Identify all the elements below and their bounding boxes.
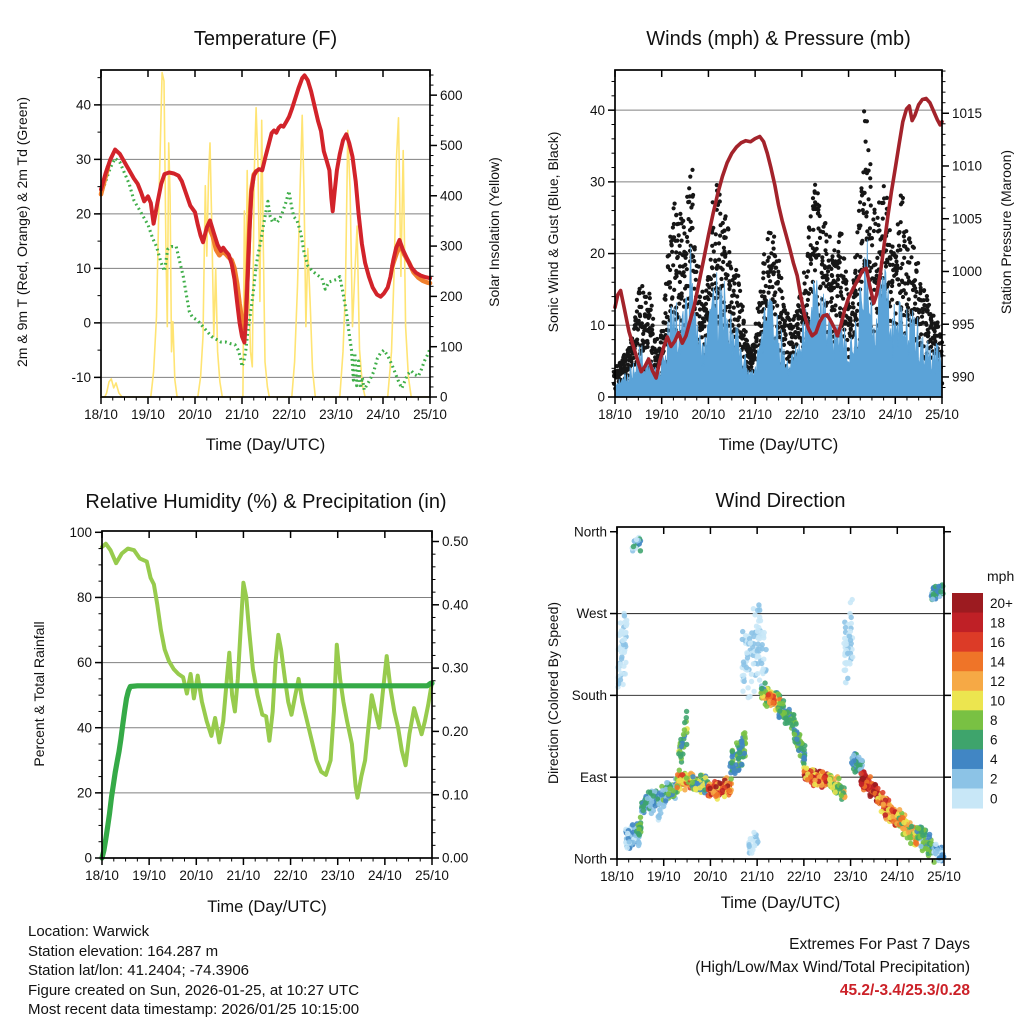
direction-xaxis-label: Time (Day/UTC) xyxy=(720,894,841,912)
extremes-heading: Extremes For Past 7 Days xyxy=(789,936,970,953)
svg-text:21/10: 21/10 xyxy=(226,868,261,883)
svg-text:0: 0 xyxy=(597,389,605,405)
solar-insolation xyxy=(101,73,430,398)
direction-left-axis-label: Direction (Colored By Speed) xyxy=(545,601,561,785)
svg-text:30: 30 xyxy=(589,174,605,190)
svg-text:22/10: 22/10 xyxy=(273,868,308,883)
svg-text:4: 4 xyxy=(990,752,998,768)
svg-text:0: 0 xyxy=(83,315,91,331)
temperature-f- xyxy=(71,70,462,422)
svg-text:0: 0 xyxy=(990,791,998,807)
wind-direction-title: Wind Direction xyxy=(715,490,846,512)
extremes-block xyxy=(695,933,970,1002)
svg-text:19/10: 19/10 xyxy=(644,407,679,422)
svg-text:80: 80 xyxy=(76,590,92,606)
temperature-chart xyxy=(0,0,512,465)
winds-pressure-chart xyxy=(512,0,1024,465)
svg-text:1005: 1005 xyxy=(952,211,983,227)
temp-2m xyxy=(101,75,430,342)
svg-text:21/10: 21/10 xyxy=(225,407,259,422)
svg-text:24/10: 24/10 xyxy=(880,869,915,884)
svg-text:West: West xyxy=(576,606,607,622)
svg-text:500: 500 xyxy=(440,138,463,154)
svg-text:1015: 1015 xyxy=(952,105,983,121)
figure-created: Figure created on Sun, 2026-01-25, at 10:27 UTC xyxy=(28,981,360,999)
winds-pressure-panel xyxy=(512,0,1024,465)
svg-text:995: 995 xyxy=(952,316,975,332)
humidity-precip-title: Relative Humidity (%) & Precipitation (in) xyxy=(85,491,447,513)
relative-humidity xyxy=(102,544,432,798)
svg-text:0.10: 0.10 xyxy=(442,787,469,803)
humidity-xaxis-label: Time (Day/UTC) xyxy=(207,898,327,916)
svg-text:25/10: 25/10 xyxy=(415,868,449,883)
wind-direction xyxy=(572,524,961,884)
svg-text:0: 0 xyxy=(84,850,92,866)
svg-text:400: 400 xyxy=(440,188,463,204)
svg-text:20: 20 xyxy=(76,785,92,801)
station-location: Location: Warwick xyxy=(28,923,150,940)
humidity-precip-chart xyxy=(0,480,512,920)
svg-text:2: 2 xyxy=(990,771,998,787)
svg-text:18/10: 18/10 xyxy=(598,407,632,422)
svg-text:12: 12 xyxy=(990,673,1006,689)
temperature-left-axis-label: 2m & 9m T (Red, Orange) & 2m Td (Green) xyxy=(14,97,30,367)
svg-text:22/10: 22/10 xyxy=(272,407,306,422)
temperature-title: Temperature (F) xyxy=(193,28,338,50)
wind-direction-chart xyxy=(512,480,1024,920)
svg-text:North: North xyxy=(573,524,607,540)
svg-text:14: 14 xyxy=(990,654,1006,670)
svg-text:23/10: 23/10 xyxy=(833,869,868,884)
svg-text:19/10: 19/10 xyxy=(646,869,681,884)
svg-text:25/10: 25/10 xyxy=(927,869,961,884)
svg-text:20/10: 20/10 xyxy=(179,868,214,883)
svg-text:22/10: 22/10 xyxy=(784,407,819,422)
temperature-panel xyxy=(0,0,512,465)
svg-text:22/10: 22/10 xyxy=(786,869,821,884)
station-elevation: Station elevation: 164.287 m xyxy=(28,942,219,960)
svg-text:-10: -10 xyxy=(71,369,91,385)
svg-text:20+: 20+ xyxy=(990,595,1013,611)
svg-text:100: 100 xyxy=(69,524,92,540)
svg-text:20: 20 xyxy=(75,206,91,222)
svg-text:30: 30 xyxy=(75,151,91,167)
svg-text:18/10: 18/10 xyxy=(600,869,634,884)
svg-text:10: 10 xyxy=(990,693,1006,709)
station-latlon: Station lat/lon: 41.2404; -74.3906 xyxy=(28,962,250,979)
svg-text:300: 300 xyxy=(440,238,463,254)
colorbar-title: mph xyxy=(987,568,1015,584)
svg-text:25/10: 25/10 xyxy=(925,407,959,422)
svg-text:0.00: 0.00 xyxy=(442,850,469,866)
svg-text:600: 600 xyxy=(440,87,463,103)
svg-text:1000: 1000 xyxy=(952,264,983,280)
svg-text:18/10: 18/10 xyxy=(85,868,119,883)
svg-text:990: 990 xyxy=(952,369,975,385)
svg-text:North: North xyxy=(573,851,607,867)
svg-text:40: 40 xyxy=(75,97,91,113)
extremes-subheading: (High/Low/Max Wind/Total Precipitation) xyxy=(695,959,970,976)
svg-text:0.20: 0.20 xyxy=(442,724,469,740)
solar-right-axis-label: Solar Insolation (Yellow) xyxy=(486,157,502,307)
svg-text:23/10: 23/10 xyxy=(319,407,353,422)
temperature-xaxis-label: Time (Day/UTC) xyxy=(205,436,326,454)
wind-left-axis-label: Sonic Wind & Gust (Blue, Black) xyxy=(545,131,561,333)
wind-direction-dots xyxy=(615,535,946,865)
svg-text:East: East xyxy=(579,769,607,785)
svg-text:20/10: 20/10 xyxy=(693,869,728,884)
svg-text:100: 100 xyxy=(440,339,463,355)
speed-colorbar xyxy=(952,593,1013,809)
winds-xaxis-label: Time (Day/UTC) xyxy=(718,436,839,454)
svg-text:40: 40 xyxy=(76,720,92,736)
pressure-right-axis-label: Station Pressure (Maroon) xyxy=(998,149,1014,315)
svg-text:21/10: 21/10 xyxy=(740,869,775,884)
svg-text:16: 16 xyxy=(990,634,1006,650)
winds-pressure-title: Winds (mph) & Pressure (mb) xyxy=(646,28,911,50)
svg-text:8: 8 xyxy=(990,713,998,729)
svg-text:24/10: 24/10 xyxy=(878,407,913,422)
svg-text:1010: 1010 xyxy=(952,158,983,174)
station-info xyxy=(28,922,359,1020)
svg-text:24/10: 24/10 xyxy=(367,868,402,883)
svg-text:200: 200 xyxy=(440,288,463,304)
winds-mph-pressure-mb- xyxy=(590,70,982,422)
svg-text:6: 6 xyxy=(990,732,998,748)
svg-text:23/10: 23/10 xyxy=(831,407,866,422)
svg-text:60: 60 xyxy=(76,655,92,671)
svg-text:18: 18 xyxy=(990,615,1006,631)
svg-text:20/10: 20/10 xyxy=(691,407,726,422)
svg-text:18/10: 18/10 xyxy=(84,407,118,422)
svg-text:10: 10 xyxy=(75,260,91,276)
svg-text:23/10: 23/10 xyxy=(320,868,355,883)
svg-text:19/10: 19/10 xyxy=(131,407,165,422)
data-timestamp: Most recent data timestamp: 2026/01/25 10:15:00 xyxy=(28,1001,360,1018)
svg-text:40: 40 xyxy=(589,102,605,118)
svg-text:0.50: 0.50 xyxy=(442,534,469,550)
svg-text:0.40: 0.40 xyxy=(442,597,469,613)
extremes-values: 45.2/-3.4/25.3/0.28 xyxy=(839,982,970,999)
svg-text:10: 10 xyxy=(589,317,605,333)
svg-text:19/10: 19/10 xyxy=(132,868,167,883)
svg-text:0: 0 xyxy=(440,389,448,405)
svg-text:20: 20 xyxy=(589,246,605,262)
svg-text:25/10: 25/10 xyxy=(413,407,447,422)
svg-text:21/10: 21/10 xyxy=(738,407,773,422)
humidity-left-axis-label: Percent & Total Rainfall xyxy=(31,621,47,767)
relative-humidity-precipitation-in- xyxy=(69,525,468,883)
svg-text:24/10: 24/10 xyxy=(366,407,400,422)
svg-text:20/10: 20/10 xyxy=(178,407,212,422)
svg-text:0.30: 0.30 xyxy=(442,660,469,676)
svg-text:South: South xyxy=(571,687,607,703)
